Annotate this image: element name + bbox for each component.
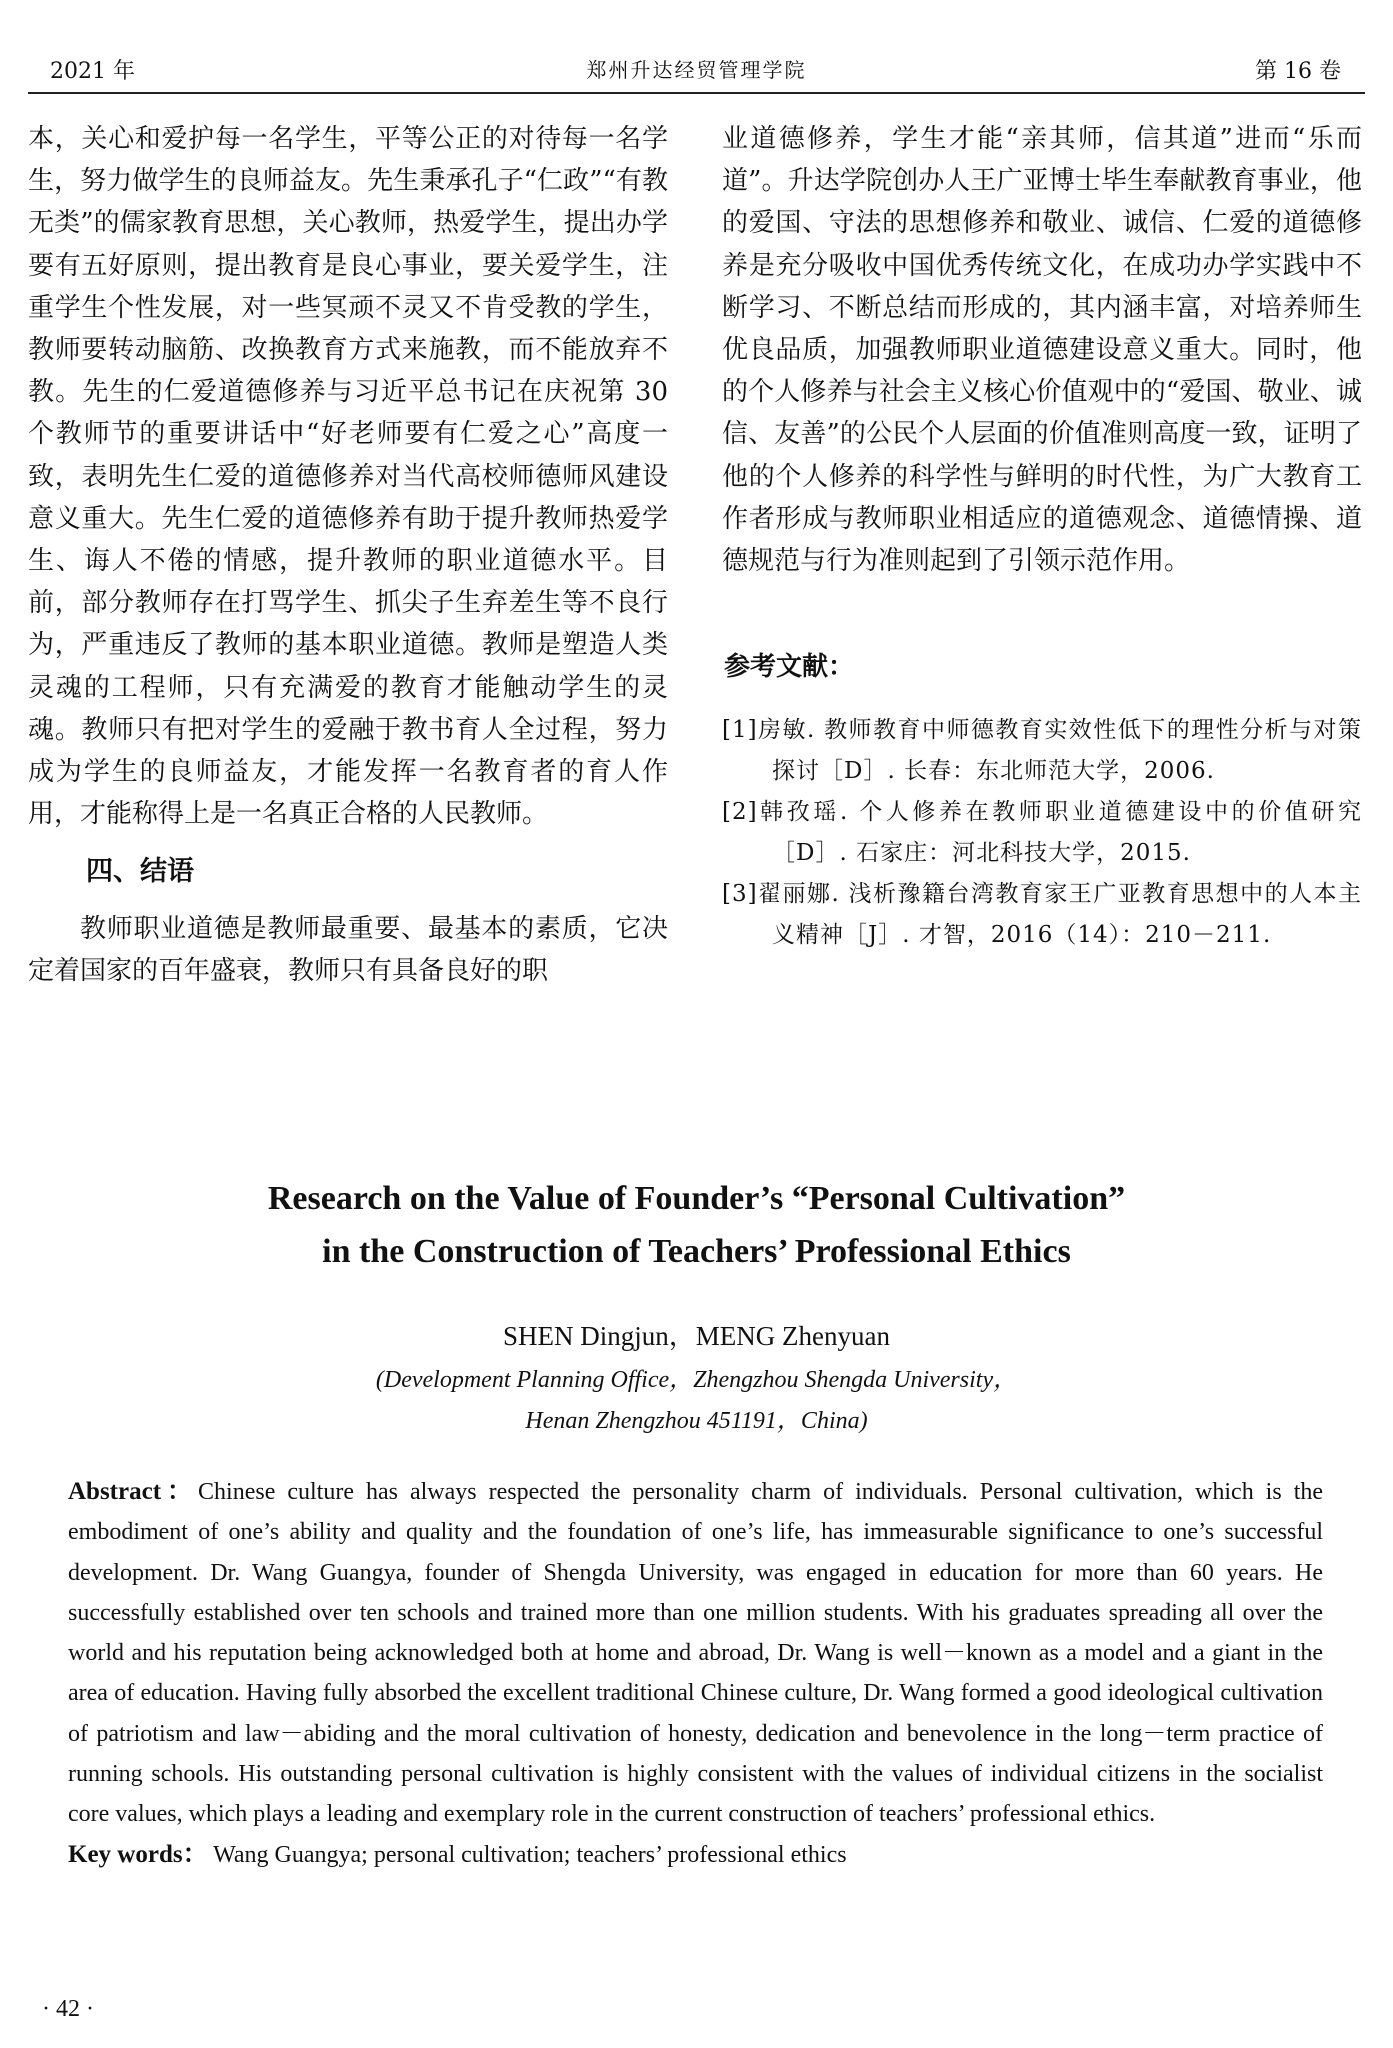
english-authors: SHEN Dingjun，MENG Zhenyuan (503, 1321, 890, 1351)
affiliation-line: Henan Zhengzhou 451191，China) (525, 1408, 868, 1434)
english-title-line: Research on the Value of Founder’s “Personal Cultivation” (267, 1180, 1126, 1217)
abstract-label: Abstract： (68, 1478, 199, 1505)
left-column (28, 118, 668, 992)
references-heading: 参考文献： (724, 652, 855, 683)
english-title-line: in the Construction of Teachers’ Professional Ethics (322, 1233, 1071, 1270)
body-paragraph: 教师职业道德是教师最重要、最基本的素质，它决定着国家的百年盛衰，教师只有具备良好的职 (28, 913, 668, 986)
running-header (28, 48, 1365, 94)
header-volume: 第 16 卷 (1255, 59, 1341, 84)
abstract-text: Chinese culture has always respected the personality charm of individuals. Personal cultivation, which is the embodiment of one’s ability and quality and the foundation of one’s life, has immeasurable significance to one’s successful development. Dr. Wang Guangya, founder of Shengda University, was engaged in education for more than 60 years. He successfully established over ten schools and trained more than one million students. With his graduates spreading all over the world and his reputation being acknowledged both at home and abroad, Dr. Wang is well－known as a model and a giant in the area of education. Having fully absorbed the excellent traditional Chinese culture, Dr. Wang formed a good ideological cultivation of patriotism and law－abiding and the moral cultivation of honesty, dedication and benevolence in the long－term practice of running schools. His outstanding personal cultivation is highly consistent with the values of individual citizens in the socialist core values, which plays a leading and exemplary role in the current construction of teachers’ professional ethics. (68, 1479, 1324, 1828)
english-abstract (68, 1472, 1323, 1875)
body-paragraph: 本，关心和爱护每一名学生，平等公正的对待每一名学生，努力做学生的良师益友。先生秉承孔子“仁政”“有教无类”的儒家教育思想，关心教师，热爱学生，提出办学要有五好原则，提出教育是良心事业，要关爱学生，注重学生个性发展，对一些冥顽不灵又不肯受教的学生，教师要转动脑筋、改换教育方式来施教，而不能放弃不教。先生的仁爱道德修养与习近平总书记在庆祝第 30 个教师节的重要讲话中“好老师要有仁爱之心”高度一致，表明先生仁爱的道德修养对当代高校师德师风建设意义重大。先生仁爱的道德修养有助于提升教师热爱学生、诲人不倦的情感，提升教师的职业道德水平。目前，部分教师存在打骂学生、抓尖子生弃差生等不良行为，严重违反了教师的基本职业道德。教师是塑造人类灵魂的工程师，只有充满爱的教育才能触动学生的灵魂。教师只有把对学生的爱融于教书育人全过程，努力成为学生的良师益友，才能发挥一名教育者的育人作用，才能称得上是一名真正合格的人民教师。 (28, 124, 668, 830)
abstract-paragraph (68, 1472, 1323, 1835)
keywords-text: Wang Guangya; personal cultivation; teachers’ professional ethics (213, 1841, 847, 1868)
section-heading: 四、结语 (86, 856, 194, 888)
english-affiliation (0, 1360, 1393, 1442)
keywords-label: Key words： (68, 1840, 208, 1868)
page-number: · 42 · (42, 1996, 94, 2022)
right-column (722, 118, 1362, 956)
reference-item: [2]韩孜瑶. 个人修养在教师职业道德建设中的价值研究［D］. 石家庄：河北科技大学，2015. (722, 799, 1362, 867)
reference-item: [1]房敏. 教师教育中师德教育实效性低下的理性分析与对策探讨［D］. 长春：东北师范大学，2006. (722, 717, 1362, 785)
keywords-paragraph (68, 1835, 1323, 1875)
affiliation-line: (Development Planning Office，Zhengzhou Shengda University， (375, 1367, 1018, 1393)
body-paragraph: 业道德修养，学生才能“亲其师，信其道”进而“乐而道”。升达学院创办人王广亚博士毕生奉献教育事业，他的爱国、守法的思想修养和敬业、诚信、仁爱的道德修养是充分吸收中国优秀传统文化，在成功办学实践中不断学习、不断总结而形成的，其内涵丰富，对培养师生优良品质，加强教师职业道德建设意义重大。同时，他的个人修养与社会主义核心价值观中的“爱国、敬业、诚信、友善”的公民个人层面的价值准则高度一致，证明了他的个人修养的科学性与鲜明的时代性，为广大教育工作者形成与教师职业相适应的道德观念、道德情操、道德规范与行为准则起到了引领示范作用。 (722, 124, 1362, 577)
reference-item: [3]翟丽娜. 浅析豫籍台湾教育家王广亚教育思想中的人本主义精神［J］. 才智，2016（14）：210－211. (722, 881, 1362, 949)
header-journal-name: 郑州升达经贸管理学院 (586, 58, 807, 82)
header-year: 2021 年 (50, 59, 135, 84)
english-title (0, 1172, 1393, 1278)
